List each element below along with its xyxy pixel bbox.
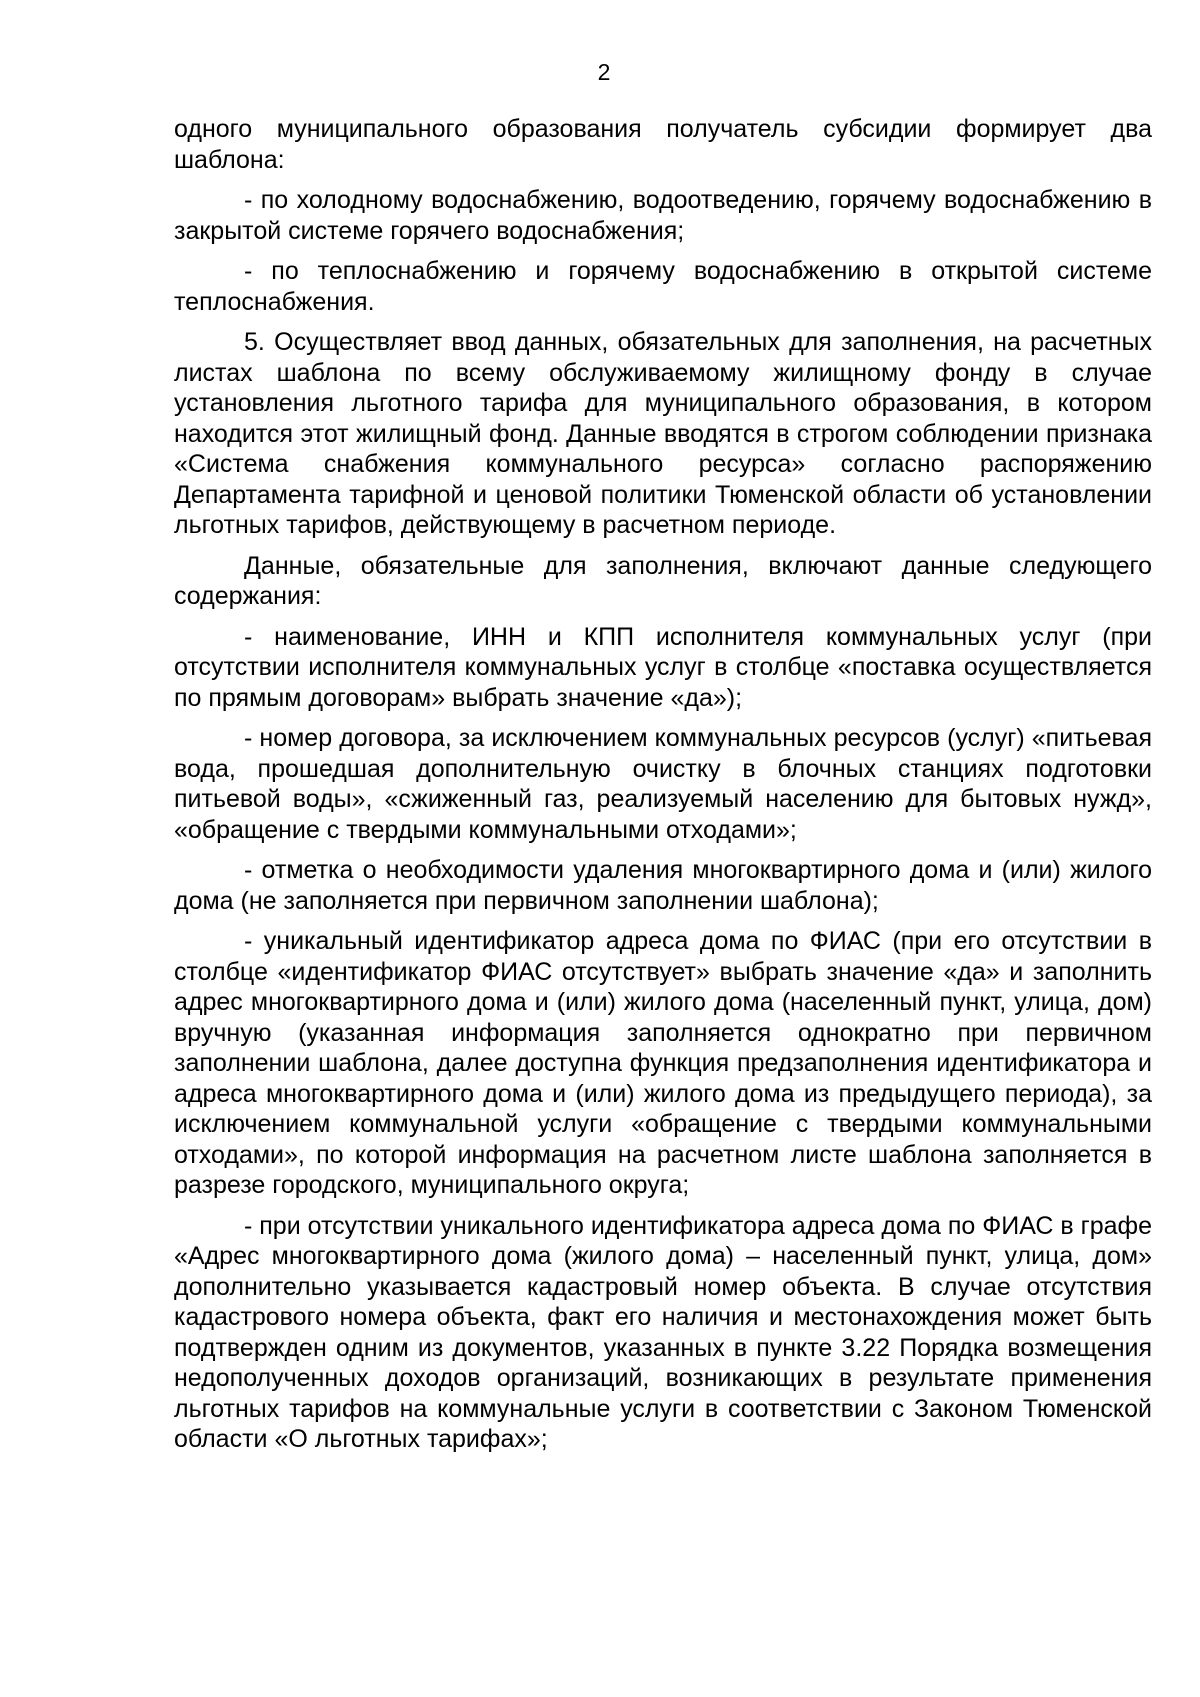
paragraph-two-templates: одного муниципального образования получатель субсидии формирует два шаблона: [174, 115, 1152, 174]
page-number: 2 [597, 59, 611, 85]
paragraph-required-data: Данные, обязательные для заполнения, включают данные следующего содержания: [174, 551, 1152, 610]
list-item-cadastral-number: - при отсутствии уникального идентификатора адреса дома по ФИАС в графе «Адрес многоквартирного дома (жилого дома) – населенный пункт, улица, дом» дополнительно указывается кадастровый номер объекта. В случае отсутствия кадастрового номера объекта, факт его наличия и местонахождения может быть подтвержден одним из документов, указанных в пункте 3.22 Порядка возмещения недополученных доходов организаций, возникающих в результате применения льготных тарифов на коммунальные услуги в соответствии с Законом Тюменской области «О льготных тарифах»; [174, 1211, 1152, 1453]
list-item-name-inn-kpp: - наименование, ИНН и КПП исполнителя коммунальных услуг (при отсутствии исполнителя коммунальных услуг в столбце «поставка осуществляется по прямым договорам» выбрать значение «да»); [174, 622, 1152, 712]
paragraph-item-5: 5. Осуществляет ввод данных, обязательных для заполнения, на расчетных листах шаблона по всему обслуживаемому жилищному фонду в случае установления льготного тарифа для муниципального образования, в котором находится этот жилищный фонд. Данные вводятся в строгом соблюдении признака «Система снабжения коммунального ресурса» согласно распоряжению Департамента тарифной и ценовой политики Тюменской области об установлении льготных тарифов, действующему в расчетном периоде. [174, 328, 1152, 539]
document-body [174, 114, 1152, 1465]
list-item-fias-id: - уникальный идентификатор адреса дома по ФИАС (при его отсутствии в столбце «идентификатор ФИАС отсутствует» выбрать значение «да» и заполнить адрес многоквартирного дома и (или) жилого дома (населенный пункт, улица, дом) вручную (указанная информация заполняется однократно при первичном заполнении шаблона, далее доступна функция предзаполнения идентификатора и адреса многоквартирного дома и (или) жилого дома из предыдущего периода), за исключением коммунальной услуги «обращение с твердыми коммунальными отходами», по которой информация на расчетном листе шаблона заполняется в разрезе городского, муниципального округа; [174, 927, 1152, 1199]
list-item-removal-mark: - отметка о необходимости удаления многоквартирного дома и (или) жилого дома (не заполняется при первичном заполнении шаблона); [174, 856, 1152, 915]
list-item-contract-number: - номер договора, за исключением коммунальных ресурсов (услуг) «питьевая вода, прошедшая дополнительную очистку в блочных станциях подготовки питьевой воды», «сжиженный газ, реализуемый населению для бытовых нужд», «обращение с твердыми коммунальными отходами»; [174, 724, 1152, 844]
list-item-heat-supply: - по теплоснабжению и горячему водоснабжению в открытой системе теплоснабжения. [174, 257, 1152, 316]
list-item-cold-water: - по холодному водоснабжению, водоотведению, горячему водоснабжению в закрытой системе горячего водоснабжения; [174, 186, 1152, 245]
